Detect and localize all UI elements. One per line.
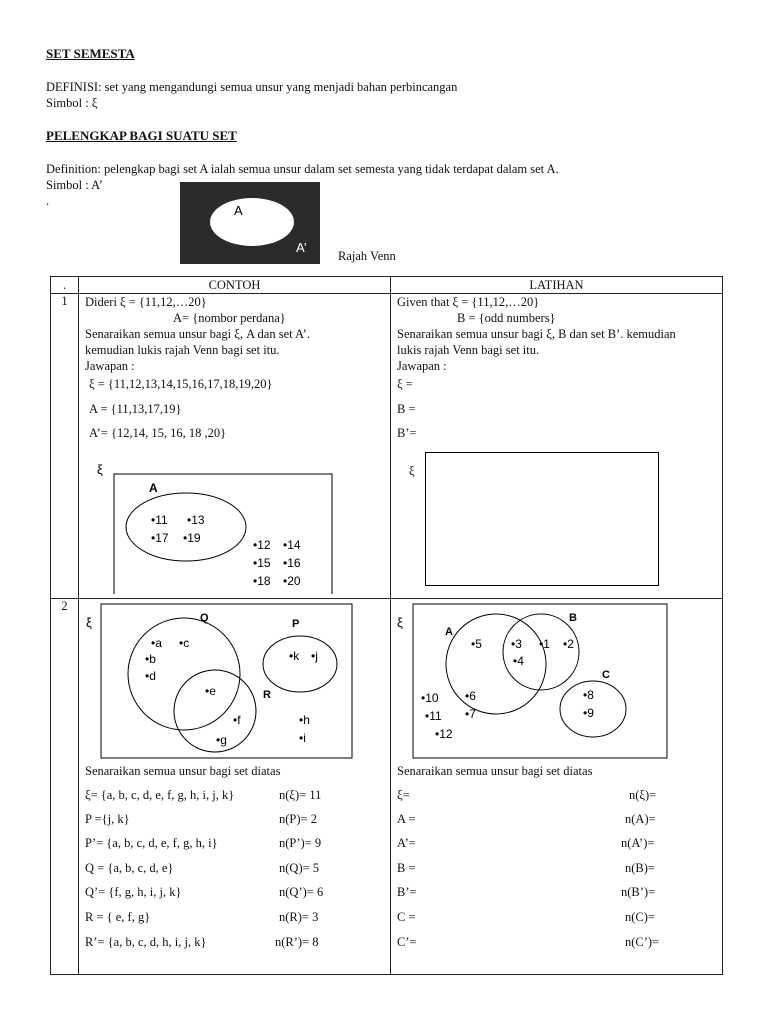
- ex1-venn-20: •20: [283, 574, 301, 588]
- lat2-venn-7: •7: [465, 707, 476, 721]
- lat2-count-a[interactable]: n(A)=: [625, 812, 656, 826]
- ex2-count-xi: n(ξ)= 11: [279, 788, 322, 802]
- ex2-count-q-complement: n(Q’)= 6: [279, 885, 324, 899]
- ex2-venn-d: •d: [145, 669, 156, 683]
- ex2-list-p-complement: P’= {a, b, c, d, e, f, g, h, i}: [85, 836, 218, 850]
- ex2-venn-e: •e: [205, 684, 216, 698]
- ex2-count-q: n(Q)= 5: [279, 861, 320, 875]
- lat2-venn-2: •2: [563, 637, 574, 651]
- ex2-venn-j: •j: [311, 649, 318, 663]
- heading-set-semesta: SET SEMESTA: [46, 46, 135, 61]
- lat2-count-b[interactable]: n(B)=: [625, 861, 655, 875]
- ex2-venn-b: •b: [145, 652, 156, 666]
- ex1-set-a: A= {nombor perdana}: [173, 311, 286, 325]
- ex1-question-1: Senaraikan semua unsur bagi ξ, A dan set A’.: [85, 327, 310, 341]
- lat1-answer-xi: ξ =: [397, 377, 413, 391]
- ex2-venn-a: •a: [151, 636, 162, 650]
- lat2-venn-xi: ξ: [397, 615, 403, 630]
- lat2-list-a-complement[interactable]: A’=: [397, 836, 416, 850]
- lat1-answer-label: Jawapan :: [397, 359, 447, 373]
- lat2-prompt: Senaraikan semua unsur bagi set diatas: [397, 764, 593, 778]
- ex2-venn-diagram: [79, 599, 389, 764]
- lat2-venn-12: •12: [435, 727, 453, 741]
- ex2-list-q-complement: Q’= {f, g, h, i, j, k}: [85, 885, 182, 899]
- ex1-venn-13: •13: [187, 513, 205, 527]
- ex1-venn-11: •11: [151, 513, 168, 527]
- ex2-list-q: Q = {a, b, c, d, e}: [85, 861, 174, 875]
- ex2-list-xi: ξ= {a, b, c, d, e, f, g, h, i, j, k}: [85, 788, 235, 802]
- lat2-venn-4: •4: [513, 654, 524, 668]
- ex2-venn-g: •g: [216, 733, 227, 747]
- lat2-count-b-complement[interactable]: n(B’)=: [621, 885, 656, 899]
- ex2-venn-xi: ξ: [86, 615, 92, 630]
- ex1-given: Dideri ξ = {11,12,…20}: [85, 295, 207, 309]
- venn-label-a-complement: A’: [296, 240, 307, 255]
- ex1-venn-18: •18: [253, 574, 271, 588]
- venn-label-a: A: [234, 203, 243, 218]
- row2-exercise-cell: [391, 599, 723, 975]
- ex1-venn-diagram: [79, 444, 389, 594]
- lat2-list-b-complement[interactable]: B’=: [397, 885, 417, 899]
- ex2-count-p: n(P)= 2: [279, 812, 317, 826]
- lat2-list-a[interactable]: A =: [397, 812, 416, 826]
- ex2-venn-k: •k: [289, 649, 300, 663]
- lat2-venn-label-a: A: [445, 626, 453, 638]
- lat2-venn-10: •10: [421, 691, 439, 705]
- stray-dot: .: [46, 194, 50, 208]
- lat1-venn-box[interactable]: [425, 452, 659, 586]
- row-number-text: 1: [61, 294, 68, 308]
- lat2-count-c[interactable]: n(C)=: [625, 910, 655, 924]
- lat2-list-c[interactable]: C =: [397, 910, 416, 924]
- lat2-venn-1: •1: [539, 637, 550, 651]
- row1-example-cell: [79, 294, 391, 599]
- ex2-venn-label-r: R: [263, 689, 271, 701]
- ex2-venn-h: •h: [299, 713, 310, 727]
- lat2-count-a-complement[interactable]: n(A’)=: [621, 836, 655, 850]
- examples-table: [50, 276, 723, 975]
- ex1-venn-19: •19: [183, 531, 201, 545]
- col-header-number: .: [51, 277, 79, 294]
- row1-exercise-cell: [391, 294, 723, 599]
- ex1-venn-12: •12: [253, 538, 271, 552]
- lat2-count-xi[interactable]: n(ξ)=: [629, 788, 657, 802]
- ex1-venn-label-a: A: [149, 481, 158, 495]
- symbol-universal-set: Simbol : ξ: [46, 96, 98, 110]
- row-number-1: [51, 294, 79, 599]
- lat2-venn-9: •9: [583, 706, 594, 720]
- ex1-answer-a: A = {11,13,17,19}: [89, 402, 182, 416]
- venn-diagram-complement: [180, 182, 320, 264]
- ex1-answer-a-complement: A’= {12,14, 15, 16, 18 ,20}: [89, 426, 227, 440]
- row-number-text: 2: [61, 599, 68, 613]
- ex2-count-r: n(R)= 3: [279, 910, 319, 924]
- lat2-list-b[interactable]: B =: [397, 861, 416, 875]
- lat1-question-1: Senaraikan semua unsur bagi ξ, B dan set B’. kemudian: [397, 327, 676, 341]
- lat2-list-xi[interactable]: ξ=: [397, 788, 410, 802]
- lat1-given: Given that ξ = {11,12,…20}: [397, 295, 540, 309]
- col-header-latihan: LATIHAN: [391, 277, 723, 294]
- lat1-answer-b-complement: B’=: [397, 426, 417, 440]
- lat2-venn-6: •6: [465, 689, 476, 703]
- ex2-list-p: P ={j, k}: [85, 812, 130, 826]
- lat1-answer-b: B =: [397, 402, 416, 416]
- lat2-venn-11: •11: [425, 709, 442, 723]
- lat2-venn-8: •8: [583, 688, 594, 702]
- ex2-count-r-complement: n(R’)= 8: [275, 935, 319, 949]
- row-number-2: [51, 599, 79, 975]
- ex2-venn-label-q: Q: [200, 612, 209, 624]
- ex2-venn-c: •c: [179, 636, 190, 650]
- heading-complement: PELENGKAP BAGI SUATU SET: [46, 128, 237, 143]
- ex1-answer-xi: ξ = {11,12,13,14,15,16,17,18,19,20}: [89, 377, 273, 391]
- venn-caption: Rajah Venn: [338, 249, 396, 263]
- ex1-venn-xi: ξ: [97, 462, 103, 477]
- definition-universal-set: DEFINISI: set yang mengandungi semua unsur yang menjadi bahan perbincangan: [46, 80, 458, 94]
- ex2-venn-f: •f: [233, 713, 241, 727]
- lat2-list-c-complement[interactable]: C’=: [397, 935, 417, 949]
- lat1-set-b: B = {odd numbers}: [457, 311, 556, 325]
- lat1-question-2: lukis rajah Venn bagi set itu.: [397, 343, 540, 357]
- lat2-venn-5: •5: [471, 637, 482, 651]
- definition-complement: Definition: pelengkap bagi set A ialah semua unsur dalam set semesta yang tidak terdapat dalam set A.: [46, 162, 559, 176]
- symbol-complement: Simbol : A’: [46, 178, 103, 192]
- ex2-list-r: R = { e, f, g}: [85, 910, 151, 924]
- ex2-list-r-complement: R’= {a, b, c, d, h, i, j, k}: [85, 935, 207, 949]
- ex2-count-p-complement: n(P’)= 9: [279, 836, 322, 850]
- ex1-venn-14: •14: [283, 538, 301, 552]
- ex2-venn-label-p: P: [292, 618, 300, 630]
- row2-example-cell: [79, 599, 391, 975]
- lat2-venn-label-b: B: [569, 612, 577, 624]
- lat2-venn-label-c: C: [602, 669, 610, 681]
- lat2-venn-3: •3: [511, 637, 522, 651]
- lat1-venn-xi: ξ: [409, 464, 415, 478]
- lat2-count-c-complement[interactable]: n(C’)=: [625, 935, 660, 949]
- ex1-answer-label: Jawapan :: [85, 359, 135, 373]
- col-header-contoh: CONTOH: [79, 277, 391, 294]
- ex1-venn-17: •17: [151, 531, 169, 545]
- ex1-question-2: kemudian lukis rajah Venn bagi set itu.: [85, 343, 280, 357]
- ex2-prompt: Senaraikan semua unsur bagi set diatas: [85, 764, 281, 778]
- lat2-venn-diagram: [391, 599, 721, 764]
- ex1-venn-16: •16: [283, 556, 301, 570]
- ex2-venn-i: •i: [299, 731, 306, 745]
- ex1-venn-15: •15: [253, 556, 271, 570]
